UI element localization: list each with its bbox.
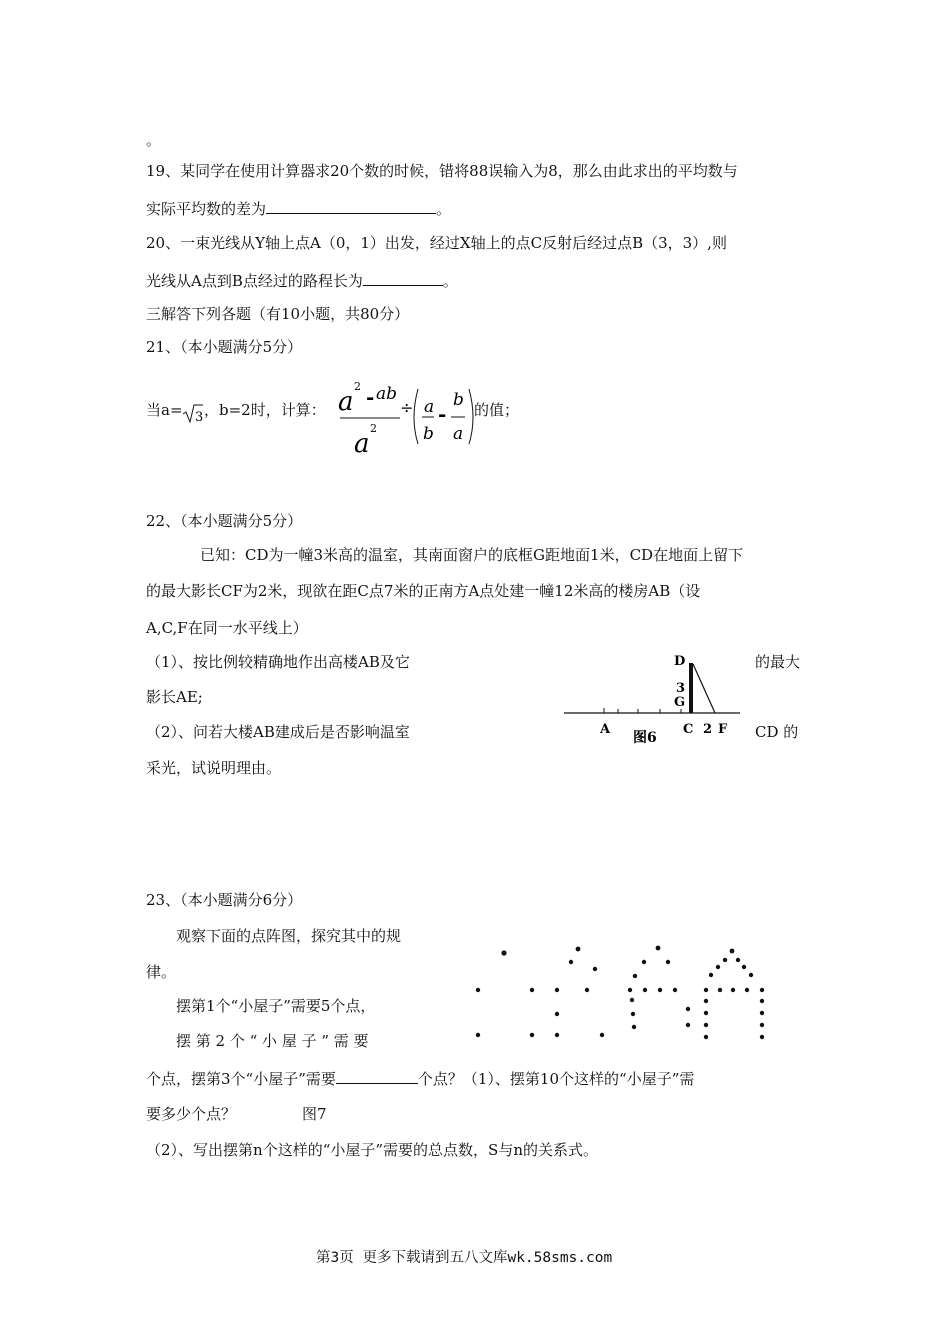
dot xyxy=(600,1033,604,1037)
dot xyxy=(632,1025,636,1029)
dot xyxy=(704,999,708,1003)
dot xyxy=(476,988,480,992)
label-2: 2 xyxy=(703,722,713,737)
dot xyxy=(760,999,764,1003)
q22-part2: （2）、问若大楼AB建成后是否影响温室 xyxy=(146,723,410,741)
q22-part1: （1）、按比例较精确地作出高楼AB及它 xyxy=(146,653,410,671)
num-a: a xyxy=(338,387,354,417)
q19-line2 xyxy=(146,198,451,219)
dot xyxy=(555,988,559,992)
dot xyxy=(673,988,677,992)
q21-mid: ，b=2时，计算： xyxy=(204,401,326,419)
dot xyxy=(760,988,764,992)
dot xyxy=(530,1033,534,1037)
dot xyxy=(742,965,746,969)
dot xyxy=(569,960,573,964)
q23-line5-pre: 个点，摆第3个“小屋子”需要 xyxy=(146,1070,336,1088)
dot xyxy=(642,960,646,964)
frac1-den: b xyxy=(423,424,434,444)
dot xyxy=(530,988,534,992)
dot xyxy=(555,1012,559,1016)
q23-line1: 观察下面的点阵图，探究其中的规 xyxy=(176,927,402,945)
dot xyxy=(718,988,722,992)
left-paren xyxy=(414,389,418,444)
q20-line2 xyxy=(146,270,458,291)
q23-line5-post: 个点？（1）、摆第10个这样的“小屋子”需 xyxy=(417,1070,695,1088)
leading-mark: 。 xyxy=(146,131,162,149)
dot xyxy=(704,988,708,992)
q22-part2-end: CD 的 xyxy=(755,723,799,741)
q23-line3: 摆第1个“小屋子”需要5个点， xyxy=(176,997,376,1015)
dot xyxy=(630,998,634,1002)
sqrt-arg: 3 xyxy=(195,410,204,424)
dot xyxy=(628,988,632,992)
frac2-num: b xyxy=(453,390,464,410)
label-C: C xyxy=(683,722,694,737)
den-a: a xyxy=(354,429,370,456)
section-3-title: 三解答下列各题（有10小题，共80分） xyxy=(146,305,410,323)
dot xyxy=(760,1035,764,1039)
light-ray-df xyxy=(693,664,715,713)
q22-line1: 已知：CD为一幢3米高的温室，其南面窗户的底框G距地面1米，CD在地面上留下 xyxy=(200,546,744,564)
q22-part1-shadow: 影长AE; xyxy=(146,688,203,706)
dot xyxy=(760,1011,764,1015)
dot xyxy=(749,973,753,977)
dot xyxy=(723,958,727,962)
q19-answer-blank[interactable] xyxy=(266,198,436,214)
dot xyxy=(686,1007,690,1011)
dot xyxy=(704,1011,708,1015)
q21-header: 21、（本小题满分5分） xyxy=(146,338,303,356)
sqrt-3-formula xyxy=(182,402,204,424)
figure-6-caption: 图6 xyxy=(633,730,657,746)
dot xyxy=(555,1033,559,1037)
q23-answer-blank[interactable] xyxy=(336,1068,418,1084)
dot xyxy=(704,1035,708,1039)
dot xyxy=(631,1012,635,1016)
dot xyxy=(736,958,740,962)
q20-period: 。 xyxy=(442,272,458,290)
dot xyxy=(656,946,661,951)
q23-line5 xyxy=(146,1068,694,1089)
q20-answer-blank[interactable] xyxy=(363,270,443,286)
num-ab: ab xyxy=(376,384,398,404)
q22-header: 22、（本小题满分5分） xyxy=(146,512,303,530)
dot xyxy=(476,1033,480,1037)
q19-line1: 19、某同学在使用计算器求20个数的时候，错将88误输入为8，那么由此求出的平均数与 xyxy=(146,162,738,180)
q21-suffix: 的值； xyxy=(474,401,520,419)
den-exp: 2 xyxy=(370,422,377,435)
dot xyxy=(730,949,735,954)
dot xyxy=(501,950,506,955)
q23-line4: 摆 第 2 个 “ 小 屋 子 ” 需 要 xyxy=(176,1032,369,1050)
q23-header: 23、（本小题满分6分） xyxy=(146,891,303,909)
label-G: G xyxy=(674,695,686,710)
num-exp: 2 xyxy=(354,380,361,393)
div-sign: ÷ xyxy=(400,398,414,417)
label-3: 3 xyxy=(676,681,686,696)
figure-6-greenhouse xyxy=(560,648,760,748)
dot xyxy=(643,988,647,992)
label-F: F xyxy=(718,722,728,737)
paren-minus: - xyxy=(438,402,447,426)
q22-part1-end: 的最大 xyxy=(755,653,801,671)
dot xyxy=(576,947,581,952)
dot xyxy=(658,988,662,992)
frac2-den: a xyxy=(453,424,464,444)
q23-line6: 要多少个点？ xyxy=(146,1105,237,1123)
q19-text: 实际平均数的差为 xyxy=(146,200,267,218)
label-A: A xyxy=(600,722,611,737)
frac1-num: a xyxy=(424,397,435,417)
q23-line7: （2）、写出摆第n个这样的“小屋子”需要的总点数，S与n的关系式。 xyxy=(146,1141,598,1159)
q22-part2-reason: 采光，试说明理由。 xyxy=(146,759,282,777)
dot xyxy=(704,1023,708,1027)
figure-7-label: 图7 xyxy=(302,1105,327,1123)
dot xyxy=(716,965,720,969)
q20-text: 光线从A点到B点经过的路程长为 xyxy=(146,272,363,290)
q20-line1: 20、一束光线从Y轴上点A（0，1）出发，经过X轴上的点C反射后经过点B（3，3）,则 xyxy=(146,234,727,252)
dot xyxy=(760,1023,764,1027)
q21-expression xyxy=(334,374,484,456)
q22-line2: 的最大影长CF为2米，现欲在距C点7米的正南方A点处建一幢12米高的楼房AB（设 xyxy=(146,582,701,600)
dot xyxy=(593,967,597,971)
dot xyxy=(709,973,713,977)
right-paren xyxy=(469,389,473,444)
dot xyxy=(666,960,670,964)
figure-7-dot-houses xyxy=(468,938,778,1048)
label-D: D xyxy=(674,654,686,669)
q21-prefix: 当a= xyxy=(146,401,183,419)
dot xyxy=(633,974,637,978)
dot xyxy=(731,988,735,992)
dot xyxy=(686,1023,690,1027)
dot xyxy=(745,988,749,992)
q23-line2: 律。 xyxy=(146,963,177,981)
dot xyxy=(585,988,589,992)
num-minus: - xyxy=(366,385,375,409)
q22-line3: A,C,F在同一水平线上） xyxy=(146,619,308,637)
q19-period: 。 xyxy=(436,200,452,218)
page-footer: 第3页 更多下载请到五八文库wk.58sms.com xyxy=(316,1250,613,1266)
